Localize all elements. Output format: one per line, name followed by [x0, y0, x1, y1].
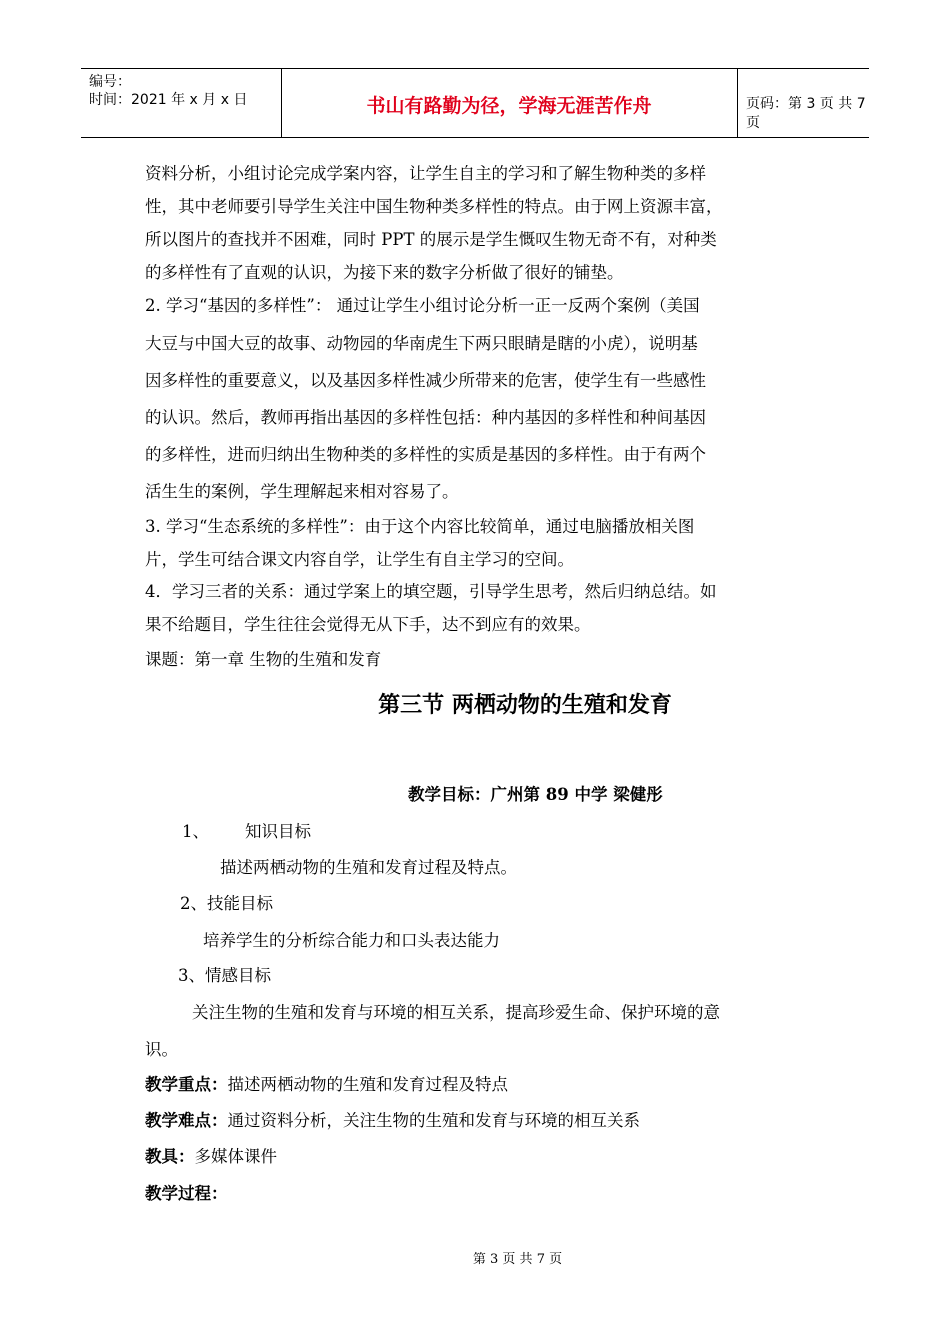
body-line: 资料分析，小组讨论完成学案内容，让学生自主的学习和了解生物种类的多样 [145, 164, 706, 183]
difficulty-label: 教学难点： [145, 1111, 228, 1130]
body-line: 2. 学习“基因的多样性”： 通过让学生小组讨论分析一正一反两个案例（美国 [145, 296, 700, 315]
body-line: 所以图片的查找并不困难，同时 PPT 的展示是学生慨叹生物无奇不有，对种类 [145, 230, 717, 249]
tools-label: 教具： [145, 1147, 195, 1166]
header-right-cell [738, 69, 869, 137]
objective-3-text-line1: 关注生物的生殖和发育与环境的相互关系，提高珍爱生命、保护环境的意 [192, 1003, 720, 1022]
objective-2-title: 2、技能目标 [180, 894, 273, 913]
objective-2-text: 培养学生的分析综合能力和口头表达能力 [203, 931, 500, 950]
body-line: 3. 学习“生态系统的多样性”：由于这个内容比较简单，通过电脑播放相关图 [145, 517, 695, 536]
objective-1-number: 1、 [182, 822, 209, 841]
number-label: 编号： [89, 74, 131, 90]
body-line: 4．学习三者的关系：通过学案上的填空题，引导学生思考，然后归纳总结。如 [145, 582, 717, 601]
difficulty-text: 通过资料分析，关注生物的生殖和发育与环境的相互关系 [227, 1111, 640, 1130]
body-line: 的多样性有了直观的认识，为接下来的数字分析做了很好的铺垫。 [145, 263, 624, 282]
tools [145, 1143, 277, 1167]
process-label: 教学过程： [145, 1184, 228, 1203]
key-point [145, 1071, 508, 1095]
body-line: 因多样性的重要意义，以及基因多样性减少所带来的危害，使学生有一些感性 [145, 371, 706, 390]
lesson-topic: 课题：第一章 生物的生殖和发育 [145, 650, 382, 669]
header-mid-cell [281, 69, 738, 137]
body-line: 性，其中老师要引导学生关注中国生物种类多样性的特点。由于网上资源丰富， [145, 197, 723, 216]
key-point-label: 教学重点： [145, 1075, 228, 1094]
body-line: 大豆与中国大豆的故事、动物园的华南虎生下两只眼睛是瞎的小虎），说明基 [145, 334, 698, 353]
key-point-text: 描述两栖动物的生殖和发育过程及特点 [227, 1075, 508, 1094]
objective-1-title: 知识目标 [245, 822, 311, 841]
header-left-cell [81, 69, 282, 137]
section-title: 第三节 两栖动物的生殖和发育 [378, 693, 672, 718]
page-footer: 第 3 页 共 7 页 [472, 1252, 563, 1267]
header-page-label: 页码：第 3 页 共 7 页 [746, 96, 866, 131]
body-line: 的认识。然后，教师再指出基因的多样性包括：种内基因的多样性和种间基因 [145, 408, 706, 427]
date-label: 时间：2021 年 x 月 x 日 [89, 92, 248, 108]
difficulty [145, 1107, 640, 1131]
body-line: 片，学生可结合课文内容自学，让学生有自主学习的空间。 [145, 550, 574, 569]
body-line: 果不给题目，学生往往会觉得无从下手，达不到应有的效果。 [145, 615, 591, 634]
tools-text: 多媒体课件 [194, 1147, 277, 1166]
page-header [81, 68, 869, 138]
body-line: 的多样性，进而归纳出生物种类的多样性的实质是基因的多样性。由于有两个 [145, 445, 706, 464]
objective-3-text-line2: 识。 [145, 1040, 178, 1059]
body-line: 活生生的案例，学生理解起来相对容易了。 [145, 482, 459, 501]
objectives-heading: 教学目标：广州第 89 中学 梁健彤 [408, 785, 663, 804]
objective-3-title: 3、情感目标 [178, 966, 271, 985]
objective-1-text: 描述两栖动物的生殖和发育过程及特点。 [220, 858, 517, 877]
header-motto: 书山有路勤为径，学海无涯苦作舟 [366, 95, 652, 117]
